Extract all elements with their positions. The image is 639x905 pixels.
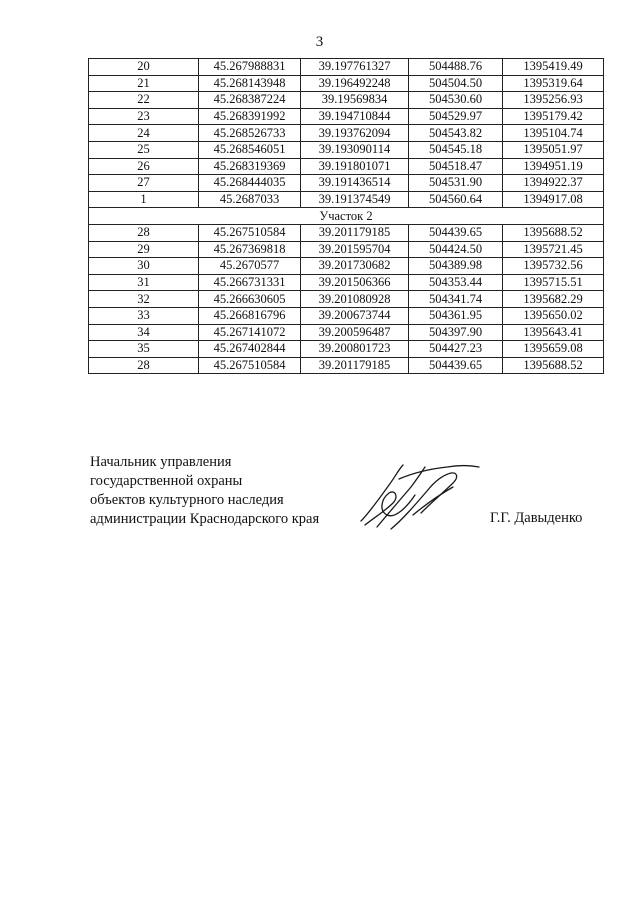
point-number: 22	[89, 92, 199, 109]
y-coordinate-cell: 1395104.74	[503, 125, 604, 142]
x-coordinate-cell: 504518.47	[409, 158, 503, 175]
x-coordinate-cell: 504341.74	[409, 291, 503, 308]
table-row	[89, 158, 604, 175]
point-number: 34	[89, 324, 199, 341]
latitude-cell: 45.267402844	[199, 341, 301, 358]
latitude-cell: 45.266816796	[199, 307, 301, 324]
longitude-cell: 39.200801723	[301, 341, 409, 358]
x-coordinate-cell: 504424.50	[409, 241, 503, 258]
table-body-part2	[89, 224, 604, 373]
table-row	[89, 59, 604, 76]
longitude-cell: 39.201595704	[301, 241, 409, 258]
y-coordinate-cell: 1394917.08	[503, 191, 604, 208]
x-coordinate-cell: 504530.60	[409, 92, 503, 109]
y-coordinate-cell: 1395732.56	[503, 258, 604, 275]
x-coordinate-cell: 504531.90	[409, 175, 503, 192]
latitude-cell: 45.2670577	[199, 258, 301, 275]
table-row	[89, 141, 604, 158]
x-coordinate-cell: 504427.23	[409, 341, 503, 358]
latitude-cell: 45.267510584	[199, 224, 301, 241]
y-coordinate-cell: 1395179.42	[503, 108, 604, 125]
y-coordinate-cell: 1395682.29	[503, 291, 604, 308]
longitude-cell: 39.201730682	[301, 258, 409, 275]
x-coordinate-cell: 504353.44	[409, 274, 503, 291]
latitude-cell: 45.2687033	[199, 191, 301, 208]
y-coordinate-cell: 1395419.49	[503, 59, 604, 76]
table-row	[89, 92, 604, 109]
longitude-cell: 39.19569834	[301, 92, 409, 109]
latitude-cell: 45.268143948	[199, 75, 301, 92]
point-number: 1	[89, 191, 199, 208]
handwritten-signature	[355, 455, 485, 535]
latitude-cell: 45.267369818	[199, 241, 301, 258]
latitude-cell: 45.268546051	[199, 141, 301, 158]
longitude-cell: 39.200673744	[301, 307, 409, 324]
x-coordinate-cell: 504389.98	[409, 258, 503, 275]
y-coordinate-cell: 1395659.08	[503, 341, 604, 358]
point-number: 25	[89, 141, 199, 158]
section-label: Участок 2	[89, 208, 604, 225]
longitude-cell: 39.193090114	[301, 141, 409, 158]
x-coordinate-cell: 504397.90	[409, 324, 503, 341]
table-row	[89, 341, 604, 358]
table-row	[89, 241, 604, 258]
signer-name: Г.Г. Давыденко	[490, 510, 583, 526]
longitude-cell: 39.197761327	[301, 59, 409, 76]
longitude-cell: 39.193762094	[301, 125, 409, 142]
x-coordinate-cell: 504545.18	[409, 141, 503, 158]
y-coordinate-cell: 1395721.45	[503, 241, 604, 258]
signatory-title-line: администрации Краснодарского края	[90, 511, 320, 527]
latitude-cell: 45.267988831	[199, 59, 301, 76]
latitude-cell: 45.267510584	[199, 357, 301, 374]
table-row	[89, 324, 604, 341]
table-row	[89, 224, 604, 241]
latitude-cell: 45.268387224	[199, 92, 301, 109]
point-number: 28	[89, 357, 199, 374]
table-row	[89, 258, 604, 275]
point-number: 28	[89, 224, 199, 241]
signatory-title-block	[90, 453, 319, 529]
longitude-cell: 39.201179185	[301, 224, 409, 241]
table-row	[89, 125, 604, 142]
coordinates-table	[88, 58, 604, 374]
longitude-cell: 39.201506366	[301, 274, 409, 291]
latitude-cell: 45.266630605	[199, 291, 301, 308]
table-row	[89, 274, 604, 291]
y-coordinate-cell: 1395051.97	[503, 141, 604, 158]
y-coordinate-cell: 1394951.19	[503, 158, 604, 175]
point-number: 27	[89, 175, 199, 192]
x-coordinate-cell: 504488.76	[409, 59, 503, 76]
point-number: 26	[89, 158, 199, 175]
signatory-title-line: объектов культурного наследия	[90, 492, 284, 508]
point-number: 32	[89, 291, 199, 308]
page-number: 3	[315, 34, 324, 50]
latitude-cell: 45.268391992	[199, 108, 301, 125]
table-row	[89, 175, 604, 192]
y-coordinate-cell: 1395650.02	[503, 307, 604, 324]
longitude-cell: 39.191374549	[301, 191, 409, 208]
y-coordinate-cell: 1394922.37	[503, 175, 604, 192]
longitude-cell: 39.201080928	[301, 291, 409, 308]
x-coordinate-cell: 504361.95	[409, 307, 503, 324]
x-coordinate-cell: 504439.65	[409, 224, 503, 241]
table-row	[89, 357, 604, 374]
point-number: 21	[89, 75, 199, 92]
table-section-header	[89, 208, 604, 225]
point-number: 31	[89, 274, 199, 291]
longitude-cell: 39.196492248	[301, 75, 409, 92]
y-coordinate-cell: 1395319.64	[503, 75, 604, 92]
y-coordinate-cell: 1395256.93	[503, 92, 604, 109]
point-number: 33	[89, 307, 199, 324]
point-number: 24	[89, 125, 199, 142]
x-coordinate-cell: 504529.97	[409, 108, 503, 125]
point-number: 29	[89, 241, 199, 258]
table-row	[89, 307, 604, 324]
y-coordinate-cell: 1395688.52	[503, 224, 604, 241]
point-number: 23	[89, 108, 199, 125]
x-coordinate-cell: 504504.50	[409, 75, 503, 92]
point-number: 35	[89, 341, 199, 358]
longitude-cell: 39.191436514	[301, 175, 409, 192]
section-row	[89, 208, 604, 225]
y-coordinate-cell: 1395643.41	[503, 324, 604, 341]
latitude-cell: 45.268444035	[199, 175, 301, 192]
point-number: 30	[89, 258, 199, 275]
x-coordinate-cell: 504560.64	[409, 191, 503, 208]
table-body-part1	[89, 59, 604, 208]
y-coordinate-cell: 1395688.52	[503, 357, 604, 374]
y-coordinate-cell: 1395715.51	[503, 274, 604, 291]
latitude-cell: 45.268319369	[199, 158, 301, 175]
signatory-title-line: Начальник управления	[90, 454, 232, 470]
longitude-cell: 39.200596487	[301, 324, 409, 341]
x-coordinate-cell: 504543.82	[409, 125, 503, 142]
longitude-cell: 39.191801071	[301, 158, 409, 175]
latitude-cell: 45.266731331	[199, 274, 301, 291]
table-row	[89, 191, 604, 208]
signatory-title-line: государственной охраны	[90, 473, 243, 489]
table-row	[89, 108, 604, 125]
latitude-cell: 45.268526733	[199, 125, 301, 142]
x-coordinate-cell: 504439.65	[409, 357, 503, 374]
table-row	[89, 291, 604, 308]
point-number: 20	[89, 59, 199, 76]
latitude-cell: 45.267141072	[199, 324, 301, 341]
longitude-cell: 39.194710844	[301, 108, 409, 125]
table-row	[89, 75, 604, 92]
longitude-cell: 39.201179185	[301, 357, 409, 374]
